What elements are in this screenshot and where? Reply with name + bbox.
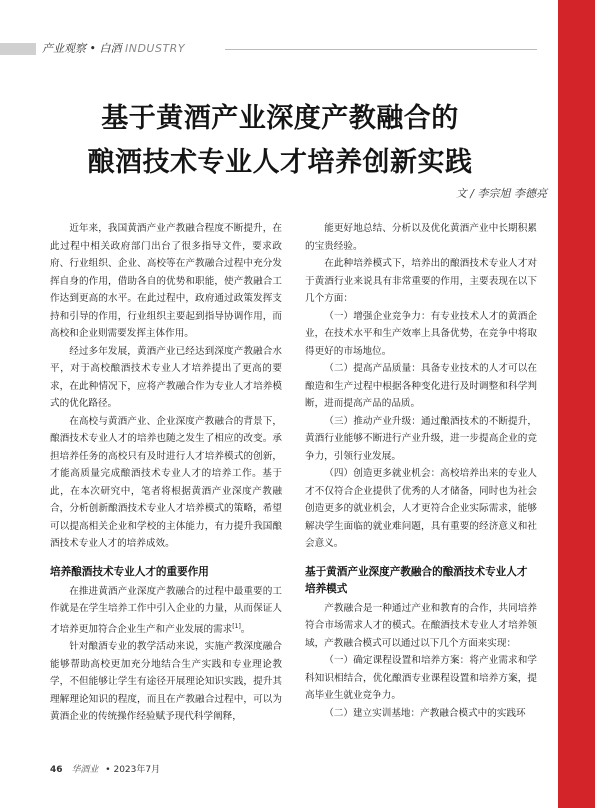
article-title-line-1: 基于黄酒产业深度产教融合的	[101, 103, 459, 134]
page-footer	[50, 762, 160, 775]
body-paragraph	[50, 583, 282, 639]
issue-date: • 2023年7月	[105, 765, 161, 775]
body-paragraph: （四）创造更多就业机会：高校培养出来的专业人才不仅符合企业提供了优秀的人才储备，同时也为社会创造更多的就业机会，人才更符合企业实际需求，能够解决学生面临的就业难问题，具有重要的经济意义和社会意义。	[305, 468, 537, 549]
body-text-end: 。	[240, 623, 251, 635]
header-rule	[225, 49, 537, 50]
body-paragraph: 在高校与黄酒产业、企业深度产教融合的背景下，酿酒技术专业人才的培养也随之发生了相应的改变。承担培养任务的高校只有及时进行人才培养模式的创新，才能高质量完成酿酒技术专业人才的培养工作。基于此，在本次研究中，笔者将根据黄酒产业深度产教融合，分析创新酿酒技术专业人才培养模式的策略，希望可以提高相关企业和学校的主体能力，有力提升我国酿酒技术专业人才的培养成效。	[50, 415, 282, 549]
body-paragraph: 在此种培养模式下，培养出的酿酒技术专业人才对于黄酒行业来说具有非常重要的作用，主要表现在以下几个方面：	[305, 258, 537, 304]
left-column	[50, 220, 282, 726]
body-paragraph: （三）推动产业升级：通过酿酒技术的不断提升，黄酒行业能够不断进行产业升级，进一步提高企业的竞争力，引领行业发展。	[305, 415, 537, 462]
body-paragraph: 近年来，我国黄酒产业产教融合程度不断提升，在此过程中相关政府部门出台了很多指导文件，要求政府、行业组织、企业、高校等在产教融合过程中充分发挥自身的作用，借助各自的优势和职能，使产教融合工作达到更高的水平。在此过程中，政府通过政策发挥支持和引导的作用，行业组织主要起到指导协调作用，而高校和企业则需要发挥主体作用。	[50, 223, 282, 339]
body-paragraph: （一）增强企业竞争力：有专业技术人才的黄酒企业，在技术水平和生产效率上具备优势，在竞争中将取得更好的市场地位。	[305, 310, 537, 357]
section-name-en: INDUSTRY	[124, 42, 186, 55]
right-column	[305, 220, 537, 722]
author-byline: 文 / 李宗旭 李德亮	[455, 187, 547, 200]
body-paragraph: 能更好地总结、分析以及优化黄酒产业中长期积累的宝贵经验。	[305, 223, 537, 252]
page-edge-accent-bar	[558, 0, 595, 808]
article-title-line-2: 酿酒技术专业人才培养创新实践	[87, 147, 473, 178]
header-gray-bar	[0, 43, 36, 55]
body-paragraph: （二）提高产品质量：具备专业技术的人才可以在酿造和生产过程中根据各种变化进行及时调整和科学判断，进而提高产品的品质。	[305, 363, 537, 409]
body-paragraph: 针对酿酒专业的教学活动来说，实施产教深度融合能够帮助高校更加充分地结合生产实践和专业理论教学，不但能够让学生有途径开展理论知识实践，提升其理解理论知识的程度，而且在产教融合过程中，可以为黄酒企业的传统操作经验赋予现代科学阐释，	[50, 641, 282, 723]
body-paragraph: 经过多年发展，黄酒产业已经达到深度产教融合水平，对于高校酿酒技术专业人才培养提出了更高的要求，在此种情况下，应将产教融合作为专业人才培养模式的优化路径。	[50, 345, 282, 409]
page-number: 46	[50, 765, 63, 775]
body-paragraph: 产教融合是一种通过产业和教育的合作，共同培养符合市场需求人才的模式。在酿酒技术专业人才培养领域，产教融合模式可以通过以下几个方面来实现：	[305, 602, 537, 649]
section-header	[0, 40, 560, 60]
section-label	[42, 40, 185, 56]
body-text: 在推进黄酒产业深度产教融合的过程中最重要的工作就是在学生培养工作中引入企业的力量，从而保证人才培养更加符合企业生产和产业发展的需求	[50, 585, 282, 635]
section-name: 产业观察 • 白酒	[42, 42, 122, 55]
section-heading: 基于黄酒产业深度产教融合的酿酒技术专业人才培养模式	[305, 565, 528, 595]
section-heading: 培养酿酒技术专业人才的重要作用	[50, 565, 209, 578]
body-paragraph: （一）确定课程设置和培养方案：将产业需求和学科知识相结合，优化酿酒专业课程设置和培养方案，提高毕业生就业竞争力。	[305, 655, 537, 701]
reference-marker: [1]	[232, 622, 241, 630]
magazine-logo: 华酒业	[71, 765, 99, 775]
body-paragraph: （二）建立实训基地：产教融合模式中的实践环	[324, 707, 526, 719]
